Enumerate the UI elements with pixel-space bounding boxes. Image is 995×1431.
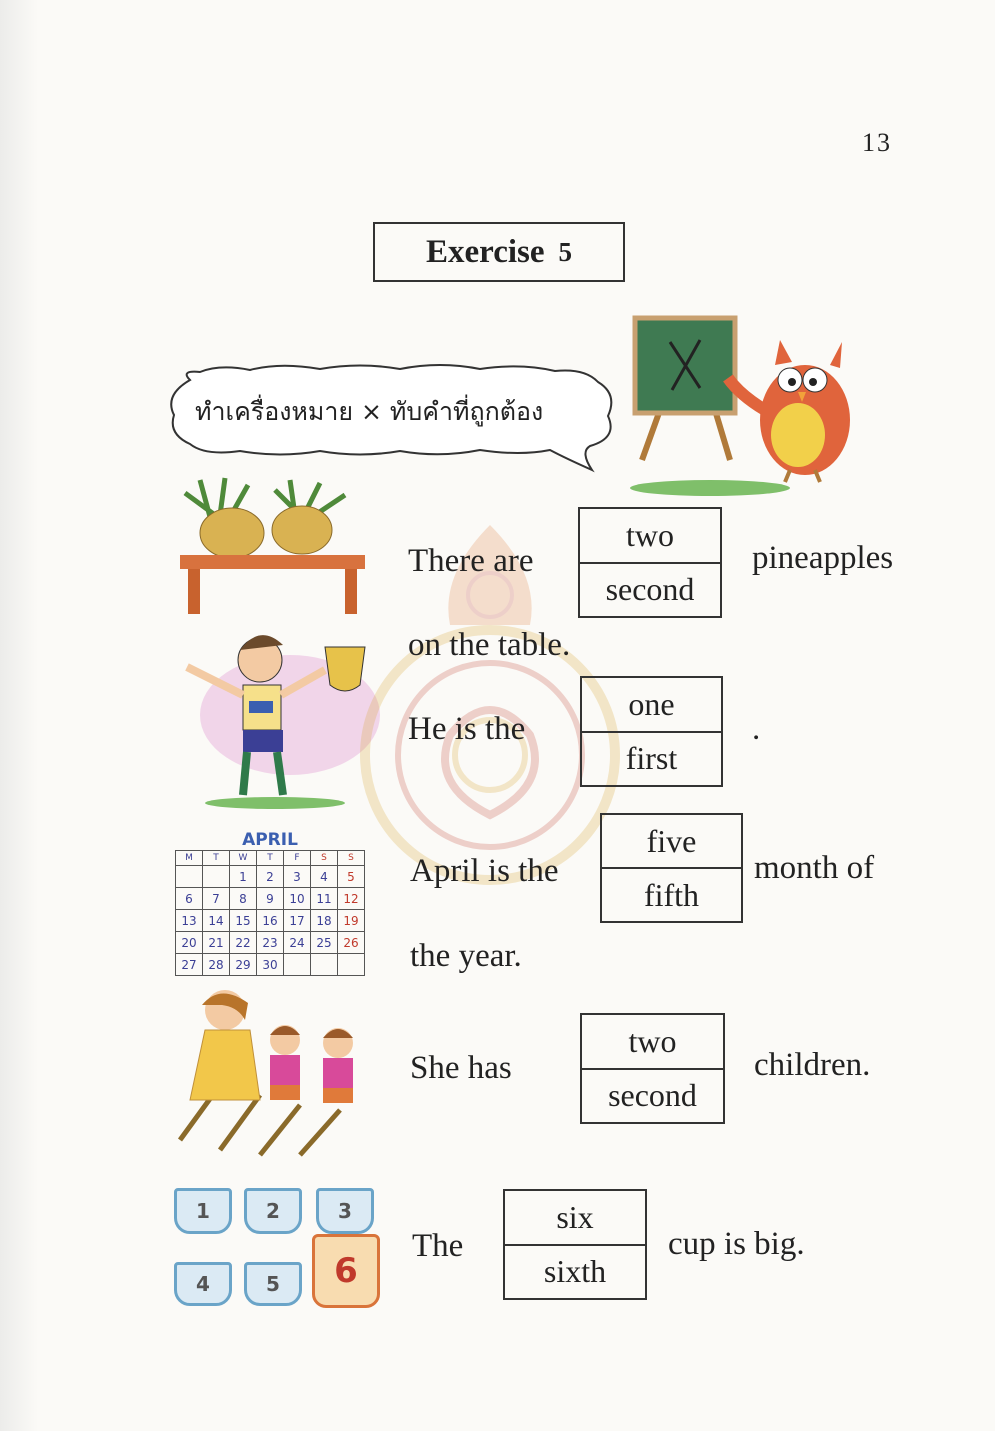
page-number: 13	[862, 128, 892, 157]
calendar-cell: 23	[257, 932, 284, 954]
cup	[316, 1188, 374, 1234]
choice-box-1	[578, 507, 722, 618]
choice-5-option-a[interactable]: six	[556, 1198, 594, 1235]
calendar-cell: 8	[230, 888, 257, 910]
calendar-cell	[338, 954, 365, 976]
sentence-1-before: There are	[408, 543, 534, 579]
calendar-cell: 16	[257, 910, 284, 932]
calendar-cell	[176, 866, 203, 888]
sentence-2-before: He is the	[408, 711, 526, 747]
calendar-cell: 21	[203, 932, 230, 954]
calendar-days-row	[176, 851, 365, 866]
calendar-cell: 20	[176, 932, 203, 954]
calendar-day-header: W	[230, 851, 257, 866]
calendar-cell: 12	[338, 888, 365, 910]
calendar-cell: 17	[284, 910, 311, 932]
page-gutter-shadow	[0, 0, 38, 1431]
choice-1-option-a[interactable]: two	[626, 516, 674, 553]
calendar-cell	[284, 954, 311, 976]
choice-box-2	[580, 676, 723, 787]
choice-4-option-a[interactable]: two	[628, 1022, 677, 1059]
calendar-cell: 26	[338, 932, 365, 954]
calendar-cell: 7	[203, 888, 230, 910]
choice-box-4	[580, 1013, 725, 1124]
calendar-cell: 15	[230, 910, 257, 932]
calendar-cell: 3	[284, 866, 311, 888]
calendar-cell: 6	[176, 888, 203, 910]
april-calendar	[175, 830, 365, 976]
cup-number: 1	[196, 1199, 210, 1223]
calendar-cell: 27	[176, 954, 203, 976]
sentence-3-before: April is the	[410, 853, 559, 889]
choice-2-option-a[interactable]: one	[628, 685, 675, 722]
calendar-day-header: T	[203, 851, 230, 866]
sentence-1-after: pineapples	[752, 540, 894, 576]
choice-3-option-a[interactable]: five	[646, 822, 697, 859]
calendar-day-header: M	[176, 851, 203, 866]
calendar-week-row	[176, 888, 365, 910]
calendar-cell: 29	[230, 954, 257, 976]
sentence-1-line2: on the table.	[408, 627, 571, 663]
choice-3-option-b[interactable]: fifth	[602, 867, 741, 921]
calendar-cell: 19	[338, 910, 365, 932]
calendar-cell: 18	[311, 910, 338, 932]
calendar-cell: 14	[203, 910, 230, 932]
calendar-week-row	[176, 954, 365, 976]
sentence-2-after: .	[752, 711, 761, 747]
calendar-day-header: T	[257, 851, 284, 866]
sentence-3-after: month of	[754, 850, 875, 886]
calendar-cell: 2	[257, 866, 284, 888]
cup	[174, 1262, 232, 1306]
sentence-4-after: children.	[754, 1047, 871, 1083]
calendar-grid	[175, 850, 365, 976]
cup	[244, 1262, 302, 1306]
choice-box-3	[600, 813, 743, 923]
choice-box-5	[503, 1189, 647, 1300]
cup-number: 2	[266, 1199, 280, 1223]
sentence-4-before: She has	[410, 1050, 512, 1086]
cup-number: 4	[196, 1272, 210, 1296]
calendar-cell	[311, 954, 338, 976]
cup-number: 6	[334, 1251, 358, 1291]
cup	[244, 1188, 302, 1234]
cup	[174, 1188, 232, 1234]
calendar-day-header: S	[311, 851, 338, 866]
calendar-day-header: S	[338, 851, 365, 866]
big-cup	[312, 1234, 380, 1308]
sentence-5-after: cup is big.	[668, 1226, 805, 1262]
calendar-cell: 5	[338, 866, 365, 888]
calendar-cell	[203, 866, 230, 888]
calendar-day-header: F	[284, 851, 311, 866]
calendar-cell: 10	[284, 888, 311, 910]
choice-2-option-b[interactable]: first	[582, 731, 721, 786]
calendar-week-row	[176, 910, 365, 932]
owl-chalkboard-illustration	[630, 310, 865, 500]
exercise-number: 5	[558, 236, 572, 267]
exercise-title-word: Exercise	[425, 233, 545, 270]
calendar-month: APRIL	[242, 830, 298, 850]
calendar-cell: 28	[203, 954, 230, 976]
choice-5-option-b[interactable]: sixth	[505, 1244, 645, 1299]
cups-illustration	[172, 1188, 397, 1308]
sentence-5-before: The	[412, 1228, 464, 1264]
instruction-text: ทำเครื่องหมาย × ทับคำที่ถูกต้อง	[195, 397, 544, 426]
calendar-cell: 1	[230, 866, 257, 888]
calendar-cell: 11	[311, 888, 338, 910]
calendar-week-row	[176, 866, 365, 888]
choice-4-option-b[interactable]: second	[582, 1068, 723, 1123]
calendar-cell: 13	[176, 910, 203, 932]
calendar-cell: 4	[311, 866, 338, 888]
exercise-title	[373, 222, 625, 282]
calendar-cell: 30	[257, 954, 284, 976]
sentence-3-line2: the year.	[410, 938, 522, 974]
calendar-cell: 9	[257, 888, 284, 910]
calendar-cell: 24	[284, 932, 311, 954]
choice-1-option-b[interactable]: second	[580, 562, 720, 617]
cup-number: 5	[266, 1272, 280, 1296]
calendar-week-row	[176, 932, 365, 954]
cup-number: 3	[338, 1199, 352, 1223]
mother-children-illustration	[160, 985, 370, 1160]
calendar-cell: 22	[230, 932, 257, 954]
calendar-cell: 25	[311, 932, 338, 954]
